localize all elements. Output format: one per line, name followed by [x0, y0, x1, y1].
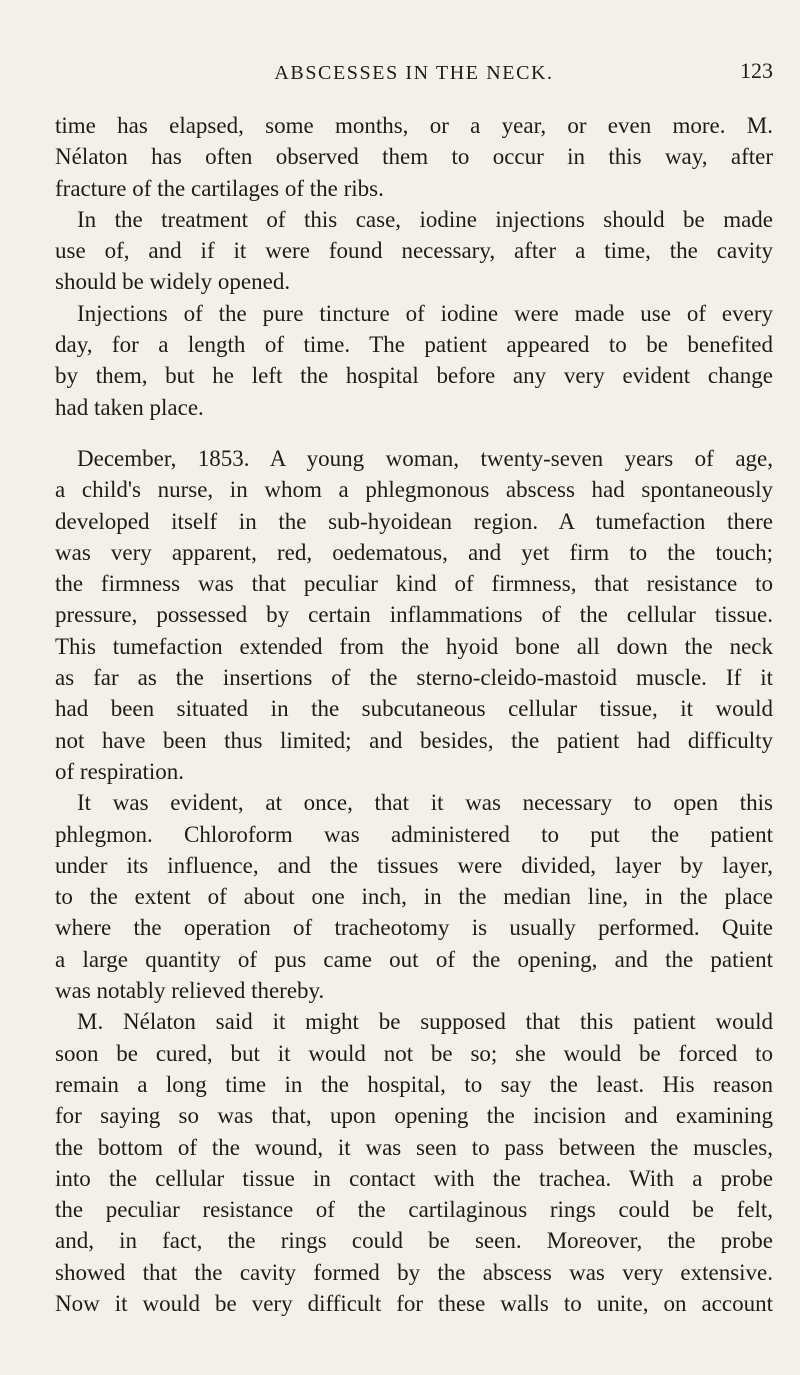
paragraph-continuation: [55, 110, 773, 204]
paragraph-case-december-1853: [55, 443, 773, 787]
text-line: the firmness was that peculiar kind of firmness, that resistance to: [55, 571, 773, 597]
text-line: of respiration.: [55, 758, 185, 784]
paragraph-prognosis: [55, 1006, 773, 1319]
text-line: was very apparent, red, oedematous, and yet firm to the touch;: [55, 539, 773, 565]
text-line: use of, and if it were found necessary, after a time, the cavity: [55, 238, 773, 264]
paragraph-treatment: [55, 204, 773, 298]
text-line: by them, but he left the hospital before any very evident change: [55, 363, 773, 389]
text-line: day, for a length of time. The patient appeared to be benefited: [55, 332, 773, 358]
text-line: the peculiar resistance of the cartilaginous rings could be felt,: [55, 1197, 773, 1223]
text-line: developed itself in the sub-hyoidean region. A tumefaction there: [55, 508, 773, 534]
running-title: ABSCESSES IN THE NECK.: [274, 62, 554, 84]
text-line: time has elapsed, some months, or a year, or even more. M.: [55, 113, 773, 138]
text-line: had taken place.: [55, 394, 204, 420]
text-line: M. Nélaton said it might be supposed that this patient would: [77, 1009, 773, 1035]
text-line: fracture of the cartilages of the ribs.: [55, 175, 384, 201]
text-line: for saying so was that, upon opening the incision and examining: [55, 1103, 773, 1129]
text-line: was notably relieved thereby.: [55, 978, 325, 1004]
paragraph-operation: [55, 787, 773, 1006]
text-line: Injections of the pure tincture of iodine were made use of every: [77, 300, 773, 326]
text-line: the bottom of the wound, it was seen to pass between the muscles,: [55, 1134, 773, 1160]
text-line: Nélaton has often observed them to occur in this way, after: [55, 144, 773, 170]
text-line: Now it would be very difficult for these walls to unite, on account: [55, 1290, 773, 1316]
text-line: not have been thus limited; and besides, the patient had difficulty: [55, 727, 773, 753]
text-line: should be widely opened.: [55, 269, 291, 295]
text-line: had been situated in the subcutaneous cellular tissue, it would: [55, 696, 773, 722]
text-line: where the operation of tracheotomy is usually performed. Quite: [55, 915, 773, 941]
text-line: into the cellular tissue in contact with the trachea. With a probe: [55, 1165, 773, 1191]
text-line: as far as the insertions of the sterno-cleido-mastoid muscle. If it: [55, 665, 773, 691]
text-line: In the treatment of this case, iodine injections should be made: [77, 206, 773, 232]
section-gap: [55, 423, 773, 443]
page-number: 123: [740, 58, 773, 83]
text-line: December, 1853. A young woman, twenty-seven years of age,: [77, 445, 773, 471]
text-line: showed that the cavity formed by the abscess was very extensive.: [55, 1259, 773, 1285]
paragraph-injections: [55, 298, 773, 423]
body-text: [55, 110, 773, 1319]
text-line: a large quantity of pus came out of the opening, and the patient: [55, 946, 773, 972]
running-head: [55, 56, 773, 96]
text-line: to the extent of about one inch, in the median line, in the place: [55, 884, 773, 910]
text-line: phlegmon. Chloroform was administered to put the patient: [55, 821, 773, 847]
text-line: and, in fact, the rings could be seen. Moreover, the probe: [55, 1228, 773, 1254]
text-line: remain a long time in the hospital, to say the least. His reason: [55, 1071, 773, 1097]
text-line: a child's nurse, in whom a phlegmonous abscess had spontaneously: [55, 477, 773, 503]
text-line: It was evident, at once, that it was necessary to open this: [77, 790, 773, 816]
text-line: pressure, possessed by certain inflammations of the cellular tissue.: [55, 602, 773, 628]
text-line: under its influence, and the tissues were divided, layer by layer,: [55, 852, 773, 878]
text-line: This tumefaction extended from the hyoid bone all down the neck: [55, 633, 773, 659]
text-line: soon be cured, but it would not be so; she would be forced to: [55, 1040, 773, 1066]
